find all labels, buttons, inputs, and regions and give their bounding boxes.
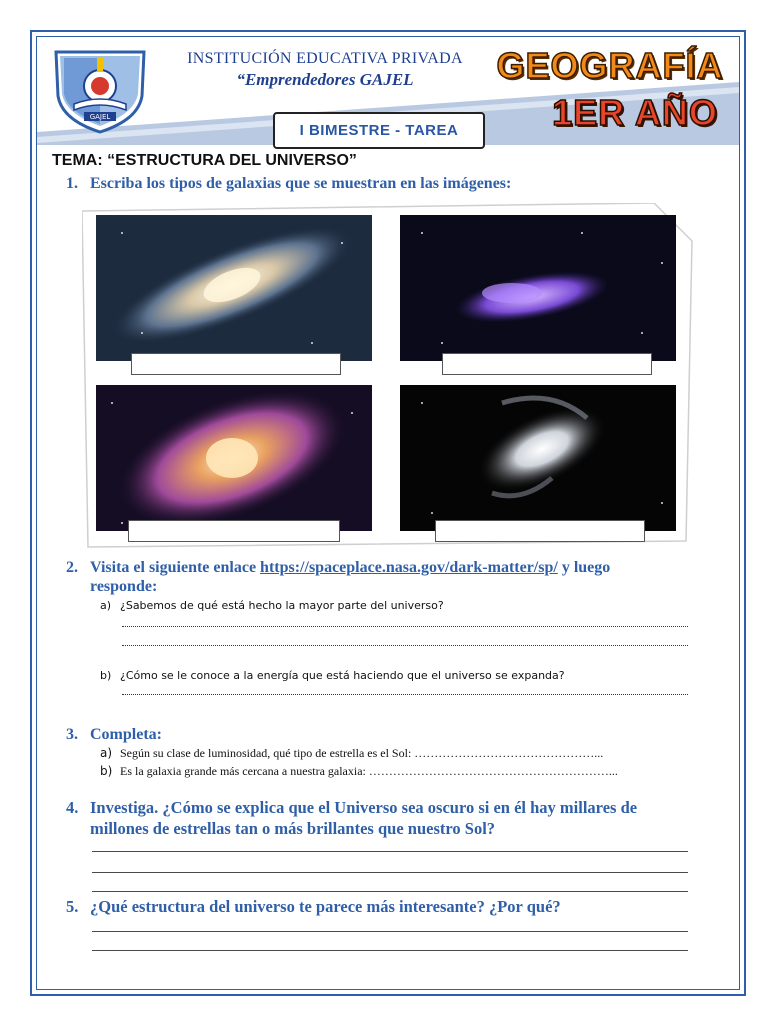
- question-2-text-end: y luego: [557, 559, 611, 576]
- answer-line-5-2[interactable]: [92, 950, 688, 951]
- question-4: [66, 797, 706, 839]
- nasa-link[interactable]: https://spaceplace.nasa.gov/dark-matter/sp/: [260, 559, 558, 576]
- answer-line-5-1[interactable]: [92, 931, 688, 932]
- question-3b: [100, 764, 618, 779]
- answer-line-2a-2[interactable]: [122, 645, 688, 646]
- answer-line-4-3[interactable]: [92, 891, 688, 892]
- question-2b-letter: b): [100, 669, 112, 682]
- question-2b: [100, 669, 565, 682]
- question-3-title: Completa:: [90, 726, 162, 743]
- galaxy-3-answer-box[interactable]: [128, 520, 340, 542]
- question-1-number: 1.: [66, 175, 78, 192]
- question-1: [66, 175, 511, 193]
- institution-name: INSTITUCIÓN EDUCATIVA PRIVADA: [187, 50, 463, 67]
- question-3a-letter: a): [100, 746, 113, 760]
- question-2a: [100, 599, 444, 612]
- school-shield-logo: [50, 44, 150, 134]
- galaxy-2-answer-box[interactable]: [442, 353, 652, 375]
- question-2b-text: ¿Cómo se le conoce a la energía que está haciendo que el universo se expanda?: [120, 669, 565, 682]
- galaxy-1-answer-box[interactable]: [131, 353, 341, 375]
- institution-motto: “Emprendedores GAJEL: [236, 70, 414, 89]
- question-4-number: 4.: [66, 798, 79, 817]
- question-3: [66, 726, 162, 744]
- question-2-text-line2: responde:: [90, 578, 158, 595]
- answer-line-4-2[interactable]: [92, 872, 688, 873]
- question-5: [66, 897, 561, 917]
- question-3-number: 3.: [66, 726, 78, 743]
- question-3a-text: Según su clase de luminosidad, qué tipo de estrella es el Sol: ………………………………………...: [120, 746, 604, 760]
- question-2a-letter: a): [100, 599, 112, 612]
- answer-line-2b[interactable]: [122, 694, 688, 695]
- question-3b-letter: b): [100, 764, 113, 778]
- answer-line-2a-1[interactable]: [122, 626, 688, 627]
- galaxy-images-panel: [82, 203, 694, 548]
- topic-title: TEMA: “ESTRUCTURA DEL UNIVERSO”: [52, 152, 357, 169]
- question-2-text: Visita el siguiente enlace: [90, 559, 261, 576]
- question-4-text-line1: Investiga. ¿Cómo se explica que el Universo sea oscuro si en él hay millares de: [90, 798, 638, 817]
- grade-title: 1ER AÑO: [552, 92, 718, 133]
- question-3b-text: Es la galaxia grande más cercana a nuestra galaxia: ……………………………………………………...: [120, 764, 618, 778]
- question-2-number: 2.: [66, 559, 78, 576]
- bimester-label: I BIMESTRE - TAREA: [273, 112, 485, 149]
- question-3a: [100, 746, 603, 761]
- question-5-number: 5.: [66, 897, 79, 916]
- question-4-text-line2: millones de estrellas tan o más brillantes que nuestro Sol?: [90, 819, 496, 838]
- question-5-text: ¿Qué estructura del universo te parece más interesante? ¿Por qué?: [90, 897, 561, 916]
- question-2a-text: ¿Sabemos de qué está hecho la mayor parte del universo?: [120, 599, 444, 612]
- subject-title: GEOGRAFÍA: [496, 45, 724, 86]
- answer-line-4-1[interactable]: [92, 851, 688, 852]
- svg-text:GAJEL: GAJEL: [89, 113, 111, 121]
- question-2: [66, 558, 706, 596]
- galaxy-4-answer-box[interactable]: [435, 520, 645, 542]
- question-1-text: Escriba los tipos de galaxias que se muestran en las imágenes:: [90, 175, 512, 192]
